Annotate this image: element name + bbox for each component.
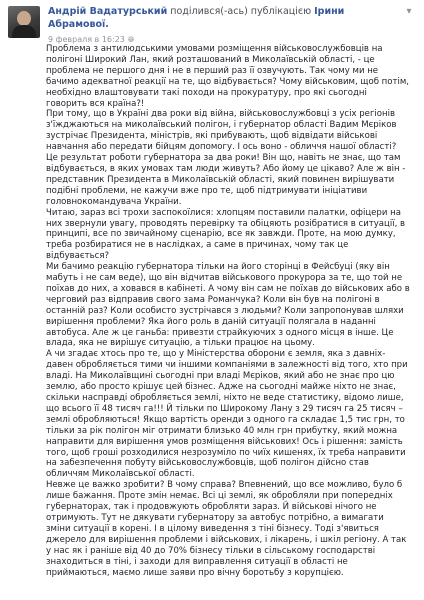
author-name-link[interactable]: Андрій Вадатурський — [48, 6, 168, 17]
post-paragraph-1: Проблема з антилюдськими умовами розміщення військовослужбовців на полігоні Широкий Лан, який розташований в Миколаївській області, - це проблема не першого дня і не в перший раз її озвучують. Так чому ми не бачимо адекватної реакції на те, що відбувається? Чому військовим, щоб потім, необхідно влаштовувати такі походи на прокуратуру, про які сьогодні говорить вся країна?! — [46, 44, 410, 109]
post-meta — [48, 4, 402, 46]
post-header — [8, 4, 416, 42]
chevron-down-icon[interactable]: ▾ — [406, 6, 412, 17]
post-paragraph-5: А чи згадає хтось про те, що у Міністерства оборони є земля, яка з давніх-давен обробляється тими чи іншими компаніями в залежності від того, хто при владі. На Миколаївщині сьогодні при владі Мєріков, який або не знає про цю землю, або просто крішує цей бізнес. Адже на сьогодні майже ніхто не знає, скільки насправді обробляється землі, ніхто не веде статистику, відомо лише, що всього її 48 тисяч га!!! Й тільки по Широкому Лану з 29 тисяч га 25 тисяч – землі обробляються! Якщо вартість оренди з одного га складає 1,5 тис грн, то тільки за рік полігон міг отримати близько 40 млн грн прибутку, який можна направити для вирішення умов розміщення військових! Ось і рішення: замість того, щоб гроші розходилися незрозуміло по чиїх кишенях, їх треба направити на забезпечення побуту військовослужбовців, щоб полігон дійсно став обличчям Миколаївської області. — [46, 349, 408, 480]
post-paragraph-3: Читаю, зараз всі трохи заспокоїлися: хлопцям поставили палатки, офіцери на них звернули увагу, проводять перевірку та обіцяють розібратися в ситуації, в принципі, все по звичайному сценарію, все як завжди. Проте, на мою думку, треба розбиратися не в наслідках, а саме в причинах, чому так це відбувається? — [46, 207, 406, 262]
post-paragraph-2: При тому, що в Україні два роки від війна, військовослужбовці з усіх регіонів з'їжджаються на миколаївський полігон, і губернатор області Вадим Мєріков зустрічає Президента, міністрів, які прибувають, щоб відвідати військові навчання або передати бійцям допомогу. І ось воно - обличчя нашої області? Це результат роботи губернатора за два роки! Він що, навіть не знає, що там відбувається, в яких умовах там люди живуть? Або йому це цікаво? Але ж він - представник Президента в Миколаївській області, який повинен вирішувати подібні проблеми, не кажучи вже про те, щоб підтримувати ініціативи головнокомандувача України. — [46, 109, 406, 207]
original-author-link[interactable]: Ірини Абрамової. — [48, 6, 345, 30]
globe-icon: 🌐︎ — [127, 35, 135, 44]
share-action-text: поділився(-ась) публікацією — [170, 6, 312, 17]
author-avatar[interactable] — [8, 6, 40, 38]
post-content — [8, 42, 416, 578]
avatar-body — [12, 25, 36, 38]
post-paragraph-6: Невже це важко зробити? В чому справа? Впевнений, що все можливо, було б лише бажання. Проте змін немає. Всі ці землі, як обробляли при попередніх губернаторах, так і продовжують обробляти зараз. Й військові нічого не отримують. Тут не дякувати губернатору за автобус потрібно, а вимагати зміни ситуації в корені. І в цілому виведення з тіні бізнесу. Тоді з'явиться джерело для вирішення проблеми і військових, і лікарень, і шкіл регіону. А так у нас як і раніше від 40 до 70% бізнесу тільки в сільському господарстві знаходиться в тіні, і заходи для виправлення ситуації в області не приймаються, маємо лише заяви про вічну боротьбу з корупцією. — [46, 480, 407, 578]
post-timestamp[interactable]: 9 февраля в 16:23 — [48, 35, 125, 44]
post-paragraph-4: Ми бачимо реакцію губернатора тільки на його сторінці в Фейсбуці (яку він мабуть і не сам веде), що він відчитав військового прокурора за те, що той не поїхав до них, а ховався в кабінеті. А чому він сам не поїхав до військових або в черговий раз відправив свого зама Романчука? Коли він був на полігоні в останній раз? Коли особисто зустрічався з людьми? Коли запропонував шляхи вирішення проблеми? Яка його роль в даній ситуації полягала в наданні автобуса. Але ж це ганьба: привезти страйкуючих з одного місця в інше. Це влада, яка не вирішує ситуацію, а тільки працює на цьому. — [46, 262, 410, 349]
avatar-head — [17, 11, 31, 26]
